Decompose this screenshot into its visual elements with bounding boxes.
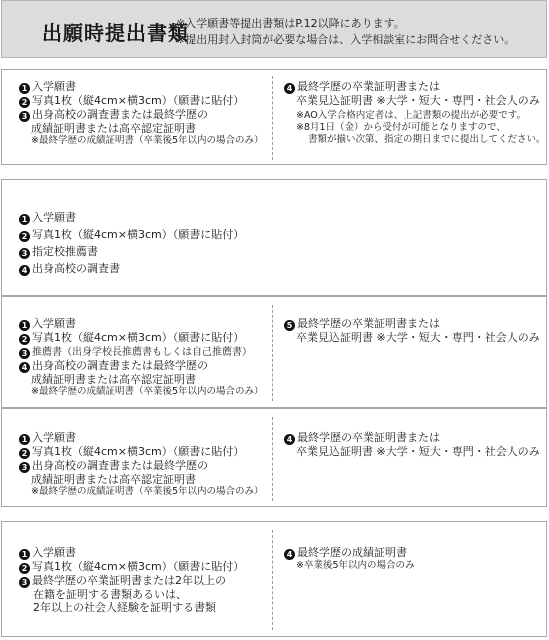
item-line	[19, 228, 244, 242]
item-note: ※8月1日（金）から受付が可能となりますので、	[296, 122, 506, 133]
section-5-right	[284, 546, 415, 572]
item-line	[19, 459, 264, 473]
section-divider	[272, 76, 273, 160]
item-text: 最終学歴の卒業証明書または	[297, 80, 440, 93]
number-badge: 1	[19, 320, 30, 331]
item-text: 最終学歴の卒業証明書または	[297, 431, 440, 444]
item-text: 入学願書	[32, 80, 76, 93]
item-text: 写真1枚（縦4cm×横3cm）（願書に貼付）	[32, 331, 245, 344]
number-badge: 2	[19, 97, 30, 108]
number-badge: 4	[19, 362, 30, 373]
item-text: 最終学歴の成績証明書	[297, 546, 407, 559]
header-note-1: ※入学願書等提出書類はP.12以降にあります。	[176, 17, 405, 30]
item-line	[19, 560, 244, 574]
item-line	[19, 262, 244, 276]
item-line	[19, 546, 244, 560]
item-line	[284, 80, 546, 94]
number-badge: 4	[19, 265, 30, 276]
number-badge: 5	[284, 320, 295, 331]
section-3-right	[284, 317, 540, 344]
item-text: 入学願書	[32, 211, 76, 224]
number-badge: 3	[19, 248, 30, 259]
item-continuation: 成績証明書または高卒認定証明書	[31, 373, 196, 386]
item-note: ※卒業後5年以内の場合のみ	[296, 560, 415, 571]
number-badge: 1	[19, 214, 30, 225]
item-line	[19, 445, 264, 459]
item-line	[284, 546, 415, 560]
section-divider	[272, 417, 273, 501]
item-text: 写真1枚（縦4cm×横3cm）（願書に貼付）	[32, 94, 245, 107]
item-text: 入学願書	[32, 317, 76, 330]
item-line	[19, 211, 244, 225]
number-badge: 2	[19, 231, 30, 242]
item-continuation: 卒業見込証明書 ※大学・短大・専門・社会人のみ	[296, 94, 540, 107]
header-note-2: ※提出用封入封筒が必要な場合は、入学相談室にお問合せください。	[176, 33, 516, 46]
item-continuation: 卒業見込証明書 ※大学・短大・専門・社会人のみ	[296, 331, 540, 344]
item-text: 指定校推薦書	[32, 245, 98, 258]
item-continuation: 卒業見込証明書 ※大学・短大・専門・社会人のみ	[296, 445, 540, 458]
section-1-right	[284, 80, 546, 146]
item-line	[19, 108, 264, 122]
section-3	[1, 296, 547, 408]
item-note: ※最終学歴の成績証明書（卒業後5年以内の場合のみ）	[31, 135, 264, 146]
item-line	[19, 317, 264, 331]
section-4-left	[19, 431, 264, 498]
number-badge: 1	[19, 83, 30, 94]
number-badge: 2	[19, 448, 30, 459]
item-note: ※AO入学合格内定者は、上記書類の提出が必要です。	[296, 110, 527, 121]
number-badge: 1	[19, 549, 30, 560]
item-continuation: 2年以上の社会人経験を証明する書類	[33, 601, 216, 614]
section-5-left	[19, 546, 244, 614]
page-title: 出願時提出書類	[42, 21, 189, 45]
section-4-right	[284, 431, 540, 458]
item-line	[19, 94, 264, 108]
section-2	[1, 179, 547, 296]
item-line	[19, 574, 244, 588]
item-line	[19, 245, 244, 259]
section-divider	[272, 530, 273, 630]
number-badge: 3	[19, 111, 30, 122]
item-line	[19, 359, 264, 373]
item-line	[19, 345, 264, 359]
item-line	[19, 331, 264, 345]
item-text: 出身高校の調査書または最終学歴の	[32, 459, 208, 472]
section-2-left	[19, 208, 244, 276]
header-banner	[1, 0, 547, 58]
number-badge: 4	[284, 83, 295, 94]
number-badge: 2	[19, 334, 30, 345]
item-continuation: 在籍を証明する書類あるいは、	[33, 588, 187, 601]
number-badge: 3	[19, 462, 30, 473]
number-badge: 4	[284, 434, 295, 445]
item-continuation: 成績証明書または高卒認定証明書	[31, 473, 196, 486]
section-1	[1, 69, 547, 165]
section-1-left	[19, 80, 264, 147]
number-badge: 1	[19, 434, 30, 445]
section-5	[1, 521, 547, 637]
number-badge: 3	[19, 577, 30, 588]
item-text: 入学願書	[32, 546, 76, 559]
number-badge: 4	[284, 549, 295, 560]
section-4	[1, 408, 547, 507]
item-text: 出身高校の調査書または最終学歴の	[32, 359, 208, 372]
item-continuation: 成績証明書または高卒認定証明書	[31, 122, 196, 135]
item-line	[284, 317, 540, 331]
item-text: 入学願書	[32, 431, 76, 444]
item-text: 最終学歴の卒業証明書または	[297, 317, 440, 330]
item-text: 出身高校の調査書	[32, 262, 120, 275]
item-text: 写真1枚（縦4cm×横3cm）（願書に貼付）	[32, 445, 245, 458]
item-line	[19, 431, 264, 445]
item-line	[284, 431, 540, 445]
item-text: 最終学歴の卒業証明書または2年以上の	[32, 574, 226, 587]
item-note: ※最終学歴の成績証明書（卒業後5年以内の場合のみ）	[31, 386, 264, 397]
item-text: 推薦書（出身学校長推薦書もしくは自己推薦書）	[32, 347, 252, 358]
item-note: ※最終学歴の成績証明書（卒業後5年以内の場合のみ）	[31, 486, 264, 497]
item-text: 写真1枚（縦4cm×横3cm）（願書に貼付）	[32, 228, 245, 241]
section-3-left	[19, 317, 264, 398]
item-text: 出身高校の調査書または最終学歴の	[32, 108, 208, 121]
number-badge: 2	[19, 563, 30, 574]
item-line	[19, 80, 264, 94]
item-text: 写真1枚（縦4cm×横3cm）（願書に貼付）	[32, 560, 245, 573]
number-badge: 3	[19, 348, 30, 359]
section-divider	[272, 305, 273, 401]
item-note: 書類が揃い次第、指定の期日までに提出してください。	[308, 134, 546, 145]
